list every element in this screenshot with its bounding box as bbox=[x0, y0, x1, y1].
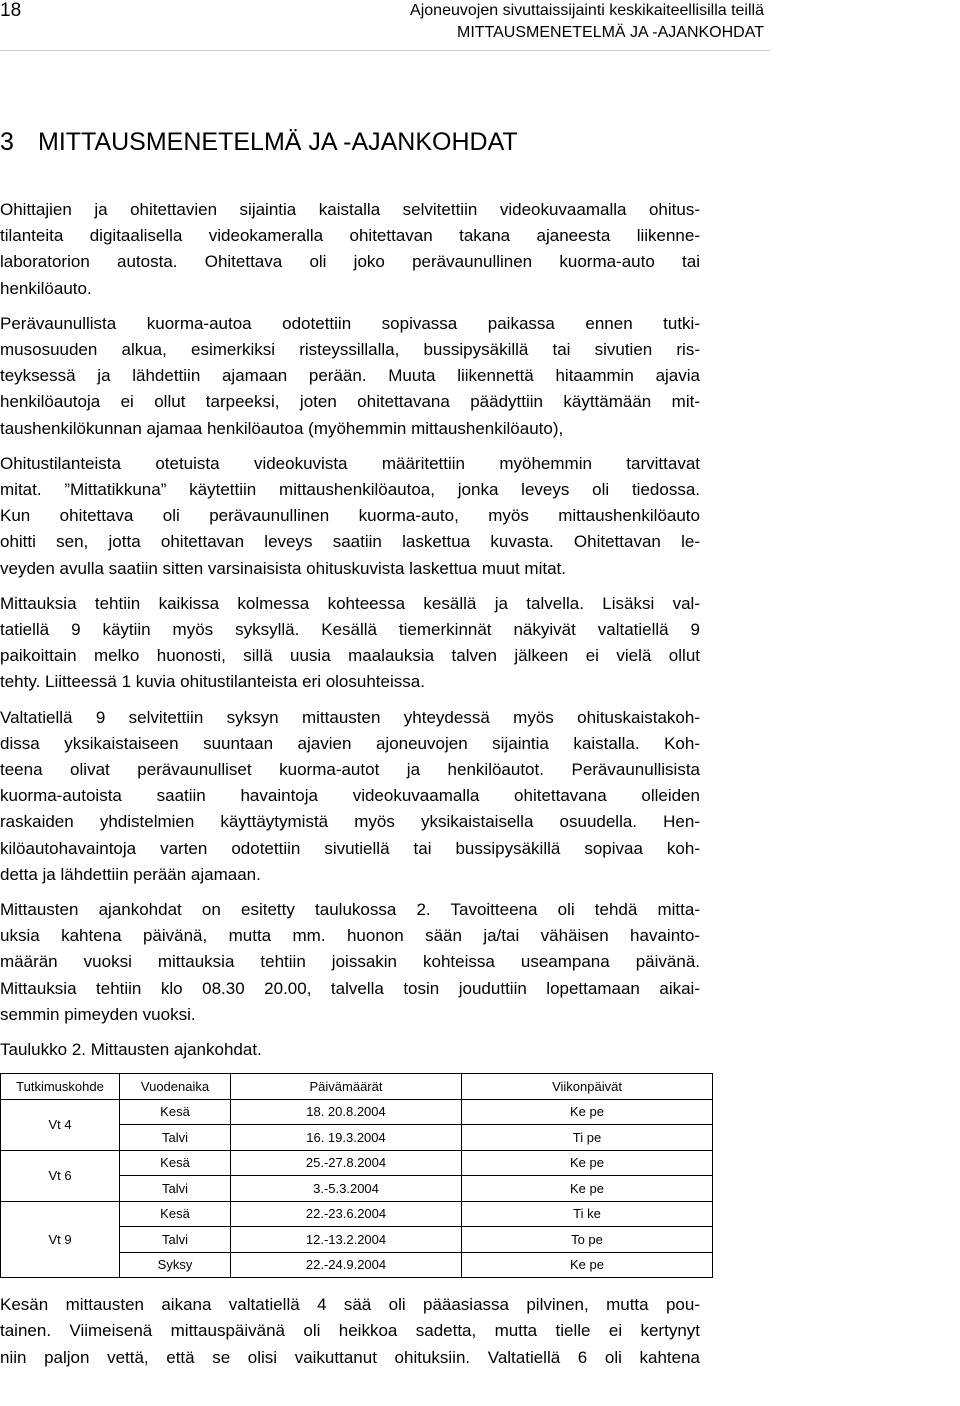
text-line: Mittausten ajankohdat on esitetty taulukossa 2. Tavoitteena oli tehdä mitta- bbox=[0, 900, 700, 920]
weekdays-cell: Ke pe bbox=[462, 1150, 713, 1176]
text-line: Mittauksia tehtiin klo 08.30 20.00, talvella tosin jouduttiin lopettamaan aikai- bbox=[0, 978, 700, 998]
paragraph bbox=[0, 897, 700, 1028]
table-row bbox=[1, 1201, 713, 1227]
text-line: Valtatiellä 9 selvitettiin syksyn mittausten yhteydessä myös ohituskaistakoh- bbox=[0, 707, 700, 727]
text-line: taushenkilökunnan ajamaa henkilöautoa (myöhemmin mittaushenkilöauto), bbox=[0, 418, 564, 438]
season-cell: Syksy bbox=[120, 1252, 231, 1278]
season-cell: Kesä bbox=[120, 1099, 231, 1125]
text-line: Ohittajien ja ohitettavien sijaintia kaistalla selvitettiin videokuvaamalla ohitus- bbox=[0, 200, 700, 219]
text-line: kilöautohavaintoja varten odotettiin sivutiellä tai bussipysäkillä sopivaa koh- bbox=[0, 838, 700, 858]
column-header: Vuodenaika bbox=[120, 1074, 231, 1100]
table-header-row bbox=[1, 1074, 713, 1100]
text-line: henkilöauto. bbox=[0, 278, 92, 298]
text-line: kuorma-autoista saatiin havaintoja videokuvaamalla ohitettavana olleiden bbox=[0, 786, 700, 806]
table-row bbox=[1, 1099, 713, 1125]
text-line: uksia kahtena päivänä, mutta mm. huonon sään ja/tai vähäisen havainto- bbox=[0, 926, 700, 946]
text-line: detta ja lähdettiin perään ajamaan. bbox=[0, 864, 261, 884]
text-line: Mittauksia tehtiin kaikissa kolmessa kohteessa kesällä ja talvella. Lisäksi val- bbox=[0, 593, 700, 613]
column-header: Viikonpäivät bbox=[462, 1074, 713, 1100]
page-number: 18 bbox=[0, 0, 22, 21]
column-header: Päivämäärät bbox=[231, 1074, 462, 1100]
text-line: teyksessä ja lähdettiin ajamaan perään. Muuta liikennettä hitaammin ajavia bbox=[0, 366, 700, 386]
header-divider bbox=[0, 50, 770, 51]
running-header-subtitle: MITTAUSMENETELMÄ JA -AJANKOHDAT bbox=[457, 24, 764, 41]
season-cell: Talvi bbox=[120, 1176, 231, 1202]
site-cell: Vt 4 bbox=[1, 1099, 120, 1150]
text-line: laboratorion autosta. Ohitettava oli joko perävaunullinen kuorma-auto tai bbox=[0, 252, 700, 272]
weekdays-cell: To pe bbox=[462, 1227, 713, 1253]
text-line: Perävaunullista kuorma-autoa odotettiin sopivassa paikassa ennen tutki- bbox=[0, 313, 700, 333]
text-line: musosuuden alkua, esimerkiksi risteyssillalla, bussipysäkillä tai sivutien ris- bbox=[0, 340, 700, 360]
measurement-schedule-table bbox=[0, 1073, 713, 1278]
weekdays-cell: Ti ke bbox=[462, 1201, 713, 1227]
table-row bbox=[1, 1150, 713, 1176]
dates-cell: 3.-5.3.2004 bbox=[231, 1176, 462, 1202]
running-header bbox=[410, 0, 764, 44]
dates-cell: 16. 19.3.2004 bbox=[231, 1125, 462, 1151]
season-cell: Talvi bbox=[120, 1125, 231, 1151]
weekdays-cell: Ke pe bbox=[462, 1099, 713, 1125]
text-line: raskaiden yhdistelmien käyttäytymistä myös yksikaistaisella osuudella. Hen- bbox=[0, 812, 700, 832]
season-cell: Kesä bbox=[120, 1150, 231, 1176]
text-line: tilanteita digitaalisella videokameralla ohitettavan takana ajaneesta liikenne- bbox=[0, 226, 700, 246]
running-header-title: Ajoneuvojen sivuttaissijainti keskikaiteellisilla teillä bbox=[410, 2, 764, 19]
paragraph bbox=[0, 451, 700, 582]
dates-cell: 18. 20.8.2004 bbox=[231, 1099, 462, 1125]
season-cell: Kesä bbox=[120, 1201, 231, 1227]
text-line: teena olivat perävaunulliset kuorma-autot ja henkilöautot. Perävaunullisista bbox=[0, 760, 700, 780]
text-line: mitat. ”Mittatikkuna” käytettiin mittaushenkilöautoa, jonka leveys oli tiedossa. bbox=[0, 480, 700, 500]
text-line: määrän vuoksi mittauksia tehtiin joissakin kohteissa useampana päivänä. bbox=[0, 952, 700, 972]
text-line: Kun ohitettava oli perävaunullinen kuorma-auto, myös mittaushenkilöauto bbox=[0, 506, 700, 526]
section-heading bbox=[0, 126, 518, 158]
text-line: paikoittain melko huonosti, sillä uusia maalauksia talven jälkeen ei vielä ollut bbox=[0, 646, 700, 666]
paragraph bbox=[0, 591, 700, 696]
dates-cell: 22.-23.6.2004 bbox=[231, 1201, 462, 1227]
section-title: MITTAUSMENETELMÄ JA -AJANKOHDAT bbox=[38, 128, 518, 156]
season-cell: Talvi bbox=[120, 1227, 231, 1253]
text-line: dissa yksikaistaiseen suuntaan ajavien ajoneuvojen sijaintia kaistalla. Koh- bbox=[0, 733, 700, 753]
text-line: henkilöautoja ei ollut tarpeeksi, joten ohitettavana päädyttiin käyttämään mit- bbox=[0, 392, 700, 412]
closing-paragraph bbox=[0, 1292, 700, 1371]
paragraph bbox=[0, 705, 700, 888]
dates-cell: 22.-24.9.2004 bbox=[231, 1252, 462, 1278]
column-header: Tutkimuskohde bbox=[1, 1074, 120, 1100]
weekdays-cell: Ke pe bbox=[462, 1176, 713, 1202]
text-line: tatiellä 9 käytiin myös syksyllä. Kesällä tiemerkinnät näkyivät valtatiellä 9 bbox=[0, 620, 700, 640]
text-line: tehty. Liitteessä 1 kuvia ohitustilanteista eri olosuhteissa. bbox=[0, 672, 425, 692]
dates-cell: 25.-27.8.2004 bbox=[231, 1150, 462, 1176]
text-line: veyden avulla saatiin sitten varsinaisista ohituskuvista laskettua muut mitat. bbox=[0, 558, 566, 578]
dates-cell: 12.-13.2.2004 bbox=[231, 1227, 462, 1253]
site-cell: Vt 9 bbox=[1, 1201, 120, 1278]
text-line: tainen. Viimeisenä mittauspäivänä oli heikkoa sadetta, mutta tielle ei kertynyt bbox=[0, 1321, 700, 1341]
paragraph bbox=[0, 197, 700, 302]
table-caption: Taulukko 2. Mittausten ajankohdat. bbox=[0, 1040, 262, 1060]
text-line: Kesän mittausten aikana valtatiellä 4 sää oli pääasiassa pilvinen, mutta pou- bbox=[0, 1295, 700, 1315]
body-text bbox=[0, 197, 700, 1380]
section-number: 3 bbox=[0, 128, 14, 156]
weekdays-cell: Ke pe bbox=[462, 1252, 713, 1278]
site-cell: Vt 6 bbox=[1, 1150, 120, 1201]
text-line: ohitti sen, jotta ohitettavan leveys saatiin laskettua kuvasta. Ohitettavan le- bbox=[0, 532, 700, 552]
weekdays-cell: Ti pe bbox=[462, 1125, 713, 1151]
text-line: Ohitustilanteista otetuista videokuvista määritettiin myöhemmin tarvittavat bbox=[0, 453, 700, 473]
paragraph bbox=[0, 311, 700, 442]
text-line: semmin pimeyden vuoksi. bbox=[0, 1004, 196, 1024]
text-line: niin paljon vettä, että se olisi vaikuttanut ohituksiin. Valtatiellä 6 oli kahtena bbox=[0, 1347, 700, 1367]
